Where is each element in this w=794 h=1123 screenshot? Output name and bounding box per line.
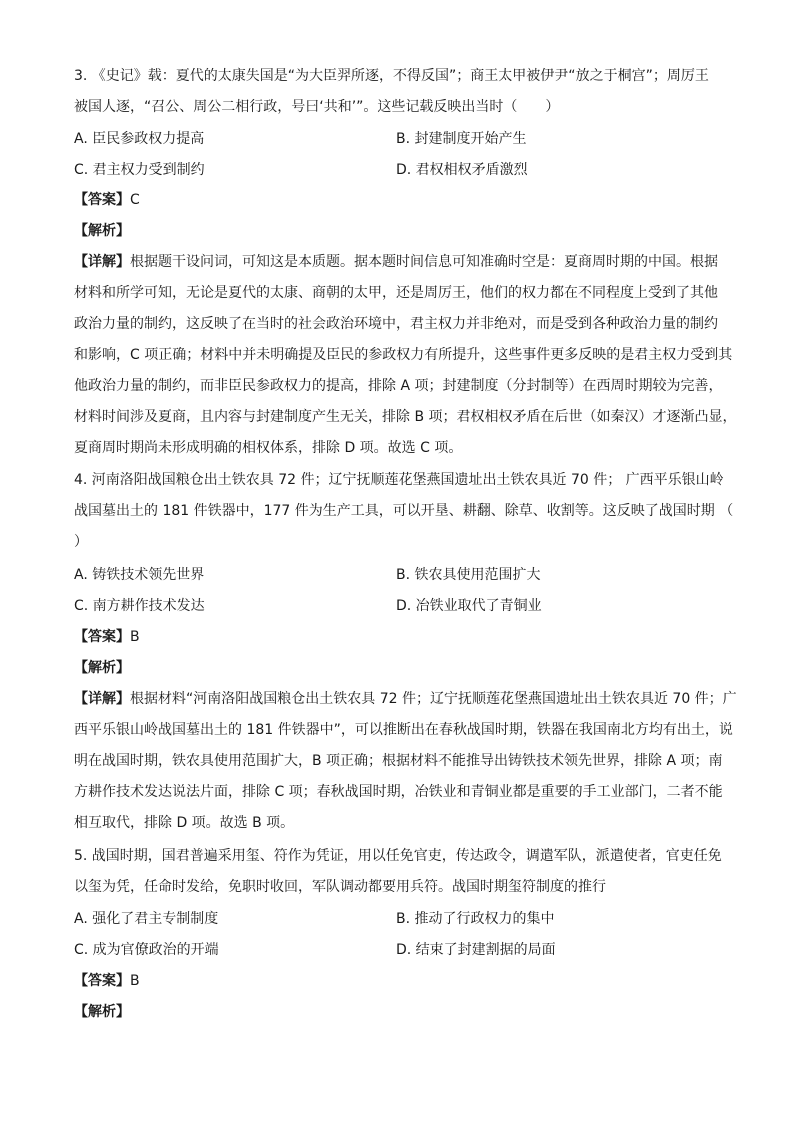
q4-detail-line-4: 方耕作技术发达说法片面，排除 C 项；春秋战国时期，冶铁业和青铜业都是重要的手工业部门，二者不能 — [74, 784, 723, 800]
q5-stem-line-2: 以玺为凭，任命时发给，免职时收回，军队调动都要用兵符。战国时期玺符制度的推行 — [74, 879, 606, 895]
q3-option-d: D. 君权相权矛盾激烈 — [396, 162, 528, 178]
q4-stem-line-1: 4. 河南洛阳战国粮仓出土铁农具 72 件；辽宁抚顺莲花堡燕国遗址出土铁农具近 70 件； 广西平乐银山岭 — [74, 472, 724, 488]
q5-answer — [74, 971, 734, 991]
q3-detail-line-2: 材料和所学可知，无论是夏代的太康、商朝的太甲，还是周厉王，他们的权力都在不同程度上受到了其他 — [74, 285, 718, 301]
q4-answer-value: B — [130, 629, 140, 645]
q5-answer-label: 【答案】 — [74, 973, 130, 989]
q3-answer — [74, 190, 734, 210]
q5-option-c: C. 成为官僚政治的开端 — [74, 942, 219, 958]
q3-option-b: B. 封建制度开始产生 — [396, 131, 527, 147]
q3-detail-line-4: 和影响，C 项正确；材料中并未明确提及臣民的参政权力有所提升，这些事件更多反映的是君主权力受到其 — [74, 347, 733, 363]
q4-stem-line-2: 战国墓出土的 181 件铁器中，177 件为生产工具，可以开垦、耕翻、除草、收割等。这反映了战国时期 （ — [74, 503, 734, 519]
q3-detail-line-1: 【详解】根据题干设问词，可知这是本质题。据本题时间信息可知准确时空是：夏商周时期的中国。根据 — [74, 254, 718, 270]
q4-option-b: B. 铁农具使用范围扩大 — [396, 567, 541, 583]
q5-option-d: D. 结束了封建割据的局面 — [396, 942, 556, 958]
q4-stem-line-3: ） — [74, 534, 88, 550]
q4-answer — [74, 627, 734, 647]
q4-answer-label: 【答案】 — [74, 629, 130, 645]
q3-option-c: C. 君主权力受到制约 — [74, 162, 205, 178]
q4-detail-line-1: 【详解】根据材料“河南洛阳战国粮仓出土铁农具 72 件；辽宁抚顺莲花堡燕国遗址出土铁农具近 70 件；广 — [74, 691, 737, 707]
q4-analysis-label: 【解析】 — [74, 660, 130, 676]
q4-option-c: C. 南方耕作技术发达 — [74, 598, 205, 614]
q3-answer-label: 【答案】 — [74, 192, 130, 208]
q3-option-a: A. 臣民参政权力提高 — [74, 131, 205, 147]
q3-analysis-label: 【解析】 — [74, 223, 130, 239]
q4-detail-line-5: 相互取代，排除 D 项。故选 B 项。 — [74, 815, 295, 831]
q4-detail-label: 【详解】 — [74, 691, 130, 707]
q3-detail-line-6: 材料时间涉及夏商，且内容与封建制度产生无关，排除 B 项；君权相权矛盾在后世（如秦汉）才逐渐凸显， — [74, 409, 737, 425]
q4-detail-line-2: 西平乐银山岭战国墓出土的 181 件铁器中”，可以推断出在春秋战国时期，铁器在我国南北方均有出土，说 — [74, 722, 733, 738]
q4-detail-line-3: 明在战国时期，铁农具使用范围扩大，B 项正确；根据材料不能推导出铸铁技术领先世界，排除 A 项；南 — [74, 753, 723, 769]
q5-option-a: A. 强化了君主专制制度 — [74, 911, 219, 927]
q3-answer-value: C — [130, 192, 140, 208]
q3-detail-line-5: 他政治力量的制约，而非臣民参政权力的提高，排除 A 项；封建制度（分封制等）在西周时期较为完善， — [74, 378, 723, 394]
q3-detail-line-7: 夏商周时期尚未形成明确的相权体系，排除 D 项。故选 C 项。 — [74, 440, 463, 456]
q3-stem-line-2: 被国人逐，“召公、周公二相行政，号曰‘共和’”。这些记载反映出当时（ ） — [74, 99, 560, 115]
q4-option-a: A. 铸铁技术领先世界 — [74, 567, 205, 583]
q3-detail-line-3: 政治力量的制约，这反映了在当时的社会政治环境中，君主权力并非绝对，而是受到各种政治力量的制约 — [74, 316, 718, 332]
q3-detail-label: 【详解】 — [74, 254, 130, 270]
q5-analysis-label: 【解析】 — [74, 1004, 130, 1020]
q5-stem-line-1: 5. 战国时期，国君普遍采用玺、符作为凭证，用以任免官吏，传达政令，调遣军队，派遣使者，官吏任免 — [74, 848, 722, 864]
q5-answer-value: B — [130, 973, 140, 989]
q5-option-b: B. 推动了行政权力的集中 — [396, 911, 555, 927]
q3-stem-line-1: 3. 《史记》载：夏代的太康失国是“为大臣羿所逐，不得反国”；商王太甲被伊尹“放之于桐宫”；周厉王 — [74, 68, 709, 84]
q4-option-d: D. 冶铁业取代了青铜业 — [396, 598, 542, 614]
